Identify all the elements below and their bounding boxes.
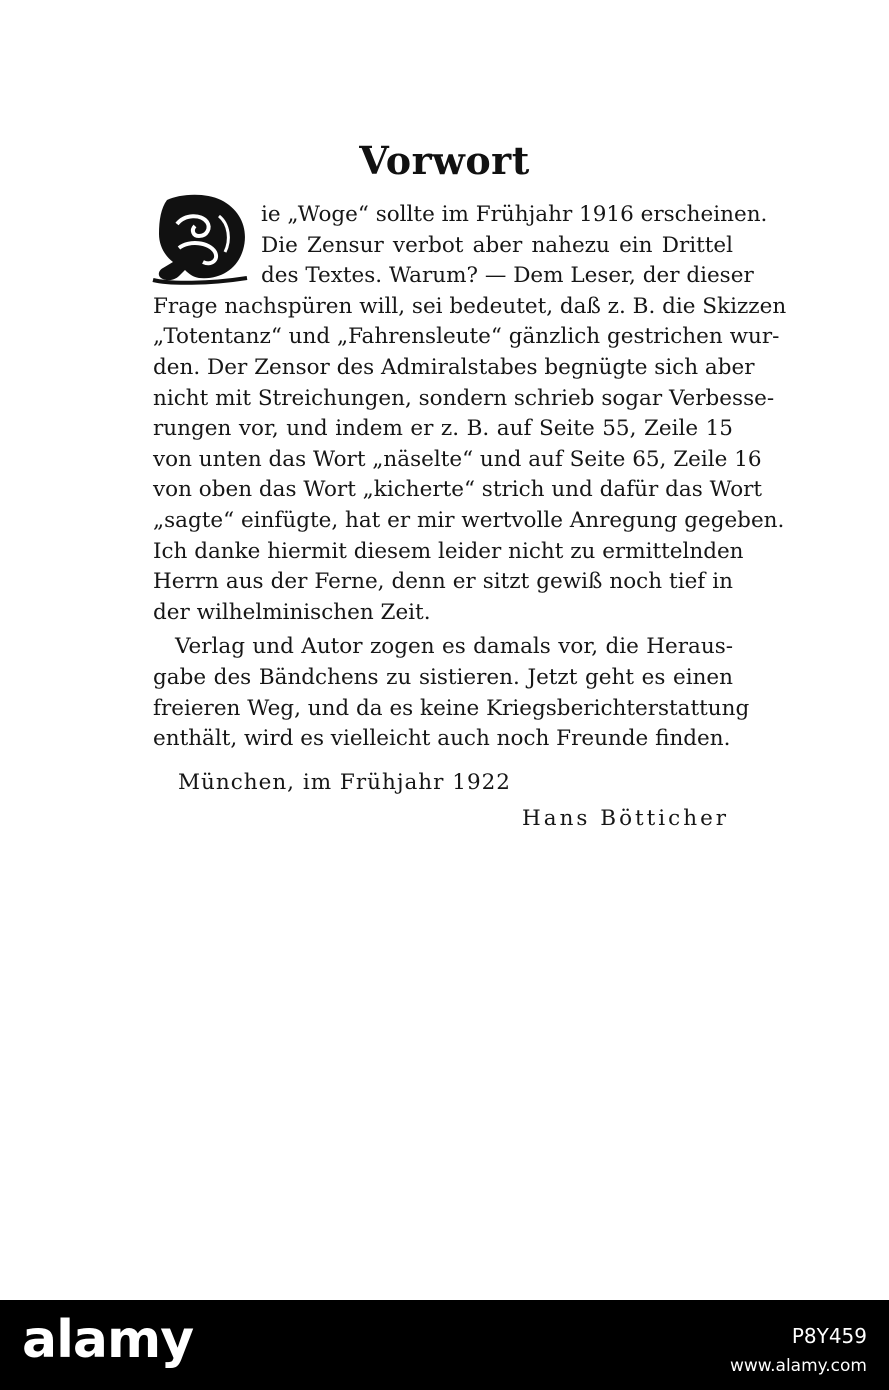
- text-line: von unten das Wort „näselte“ und auf Seite 65, Zeile 16: [153, 446, 762, 472]
- dateline: München, im Frühjahr 1922: [178, 770, 511, 795]
- ornamental-initial-d-icon: [149, 190, 253, 286]
- text-line: Die Zensur verbot aber nahezu ein Drittel: [261, 232, 733, 258]
- text-line: der wilhelminischen Zeit.: [153, 599, 431, 625]
- text-line: „sagte“ einfügte, hat er mir wertvolle Anregung gegeben.: [153, 507, 785, 533]
- watermark-footer: [0, 1300, 889, 1390]
- text-line: des Textes. Warum? — Dem Leser, der dieser: [261, 263, 754, 289]
- text-line: gabe des Bändchens zu sistieren. Jetzt geht es einen: [153, 664, 733, 690]
- paragraph-2: [153, 632, 750, 754]
- text-line: nicht mit Streichungen, sondern schrieb sogar Verbesse-: [153, 385, 775, 411]
- text-line: rungen vor, und indem er z. B. auf Seite 55, Zeile 15: [153, 416, 733, 442]
- author-signature: Hans Bötticher: [522, 806, 730, 831]
- text-line: freieren Weg, und da es keine Kriegsberichterstattung: [153, 695, 750, 721]
- text-line: Verlag und Autor zogen es damals vor, die Heraus-: [175, 634, 733, 660]
- text-line: Ich danke hiermit diesem leider nicht zu ermittelnden: [153, 538, 744, 564]
- text-line: Herrn aus der Ferne, denn er sitzt gewiß noch tief in: [153, 569, 733, 595]
- text-line: enthält, wird es vielleicht auch noch Freunde finden.: [153, 726, 731, 752]
- text-line: den. Der Zensor des Admiralstabes begnügte sich aber: [153, 354, 755, 380]
- preface-text: [153, 200, 787, 755]
- text-line: Frage nachspüren will, sei bedeutet, daß z. B. die Skizzen: [153, 293, 787, 319]
- site-url: www.alamy.com: [729, 1356, 867, 1376]
- stock-image-id: P8Y459: [791, 1324, 867, 1348]
- text-line: ie „Woge“ sollte im Frühjahr 1916 erscheinen.: [261, 202, 768, 227]
- text-line: „Totentanz“ und „Fahrensleute“ gänzlich gestrichen wur-: [153, 324, 780, 350]
- text-line: von oben das Wort „kicherte“ strich und dafür das Wort: [153, 477, 763, 503]
- alamy-logo: alamy: [22, 1310, 194, 1370]
- page-title: Vorwort: [359, 138, 530, 183]
